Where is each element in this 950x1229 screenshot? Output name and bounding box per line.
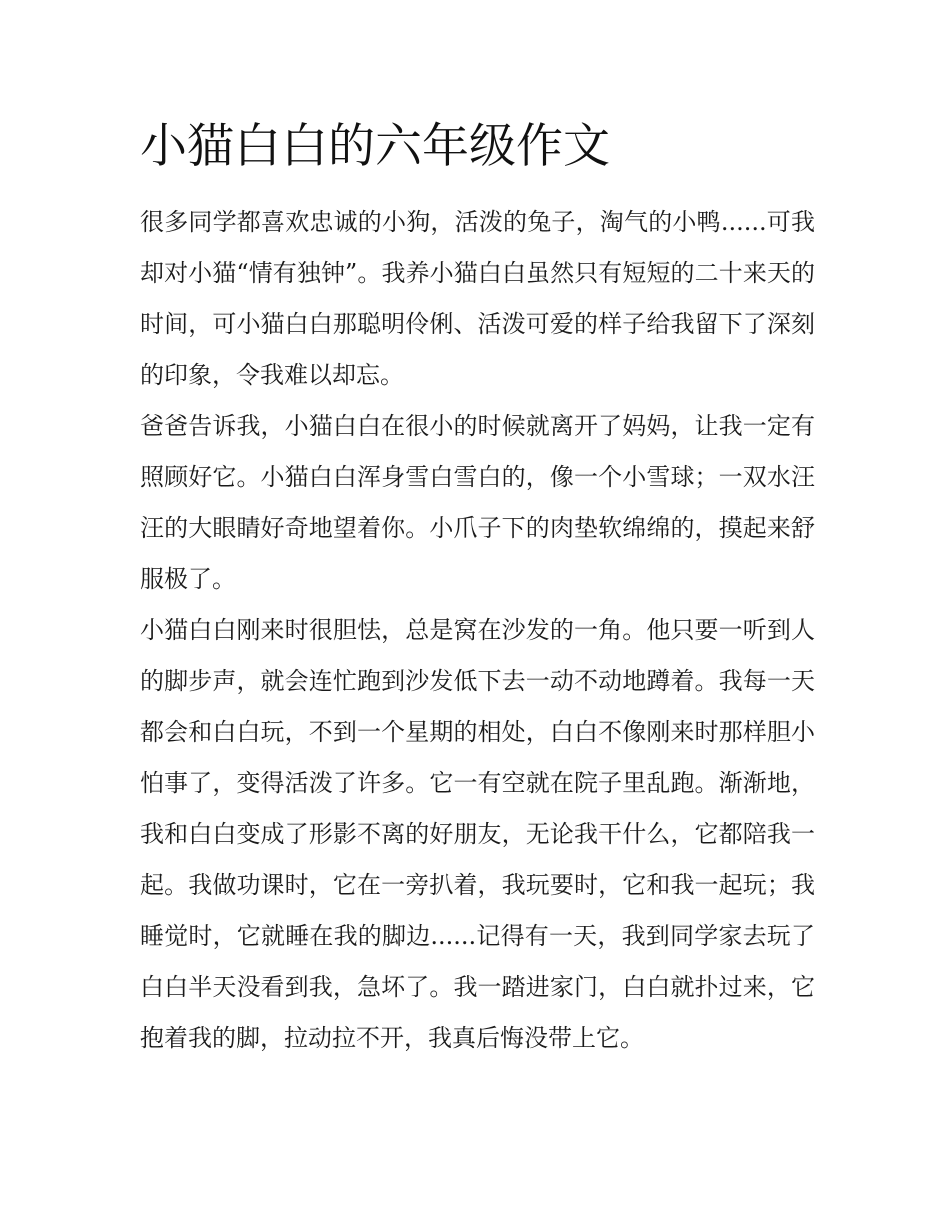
paragraph-2: 爸爸告诉我，小猫白白在很小的时候就离开了妈妈，让我一定有照顾好它。小猫白白浑身雪白雪白的，像一个小雪球；一双水汪汪的大眼睛好奇地望着你。小爪子下的肉垫软绵绵的，摸起来舒服极了。 — [140, 412, 815, 593]
paragraph-3: 小猫白白刚来时很胆怯，总是窝在沙发的一角。他只要一听到人的脚步声，就会连忙跑到沙发低下去一动不动地蹲着。我每一天都会和白白玩，不到一个星期的相处，白白不像刚来时那样胆小怕事了，变得活泼了许多。它一有空就在院子里乱跑。渐渐地，我和白白变成了形影不离的好朋友，无论我干什么，它都陪我一起。我做功课时，它在一旁扒着，我玩要时，它和我一起玩；我睡觉时，它就睡在我的脚边......记得有一天，我到同学家去玩了白白半天没看到我，急坏了。我一踏进家门，白白就扑过来，它抱着我的脚，拉动拉不开，我真后悔没带上它。 — [140, 616, 815, 1052]
document-title: 小猫白白的六年级作文 — [140, 119, 610, 174]
document-body — [140, 197, 815, 1064]
paragraph-1: 很多同学都喜欢忠诚的小狗，活泼的兔子，淘气的小鸭......可我却对小猫“情有独钟”。我养小猫白白虽然只有短短的二十来天的时间，可小猫白白那聪明伶俐、活泼可爱的样子给我留下了深刻的印象，令我难以却忘。 — [140, 208, 815, 389]
